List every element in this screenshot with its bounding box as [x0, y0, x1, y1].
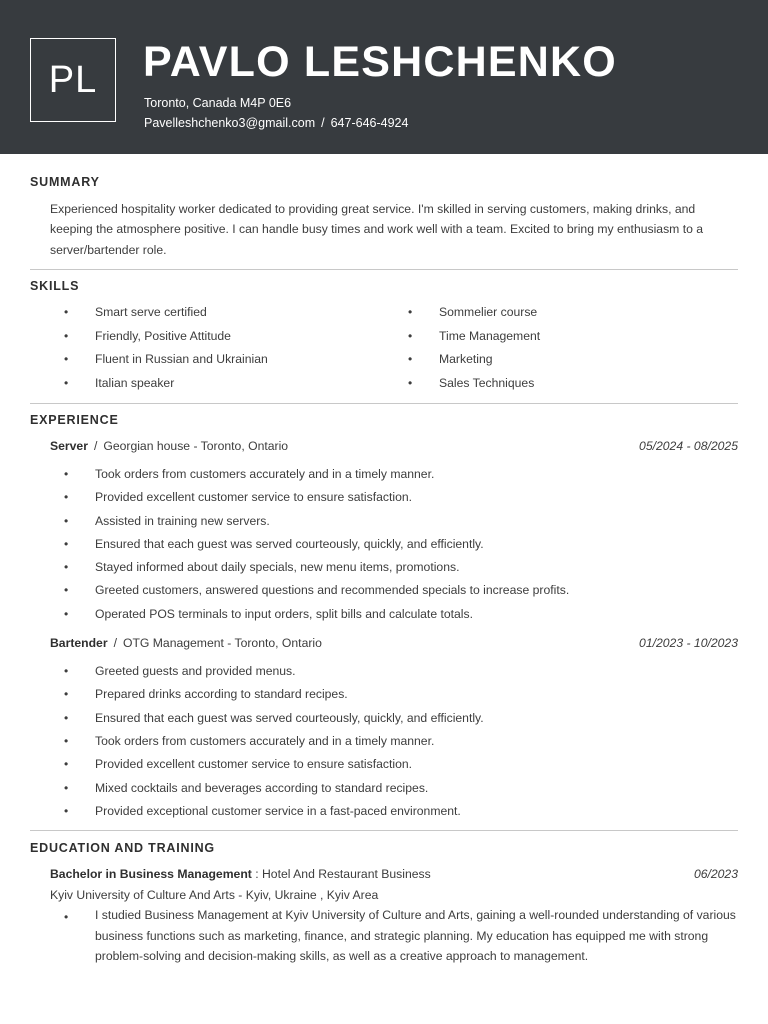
job-employer: OTG Management - Toronto, Ontario — [122, 636, 322, 650]
bullet-icon: • — [64, 537, 69, 551]
email: Pavelleshchenko3@gmail.com — [144, 116, 316, 130]
bullet-icon: • — [64, 305, 69, 319]
skill-item: • Sales Techniques — [408, 376, 535, 390]
list-item: • I studied Business Management at Kyiv University of Culture and Arts, gaining a well-rounded understanding of various business functions such as marketing, finance, and strategic planning. My education has equipped me with strong problem-solving and decision-making skills, as well as a creative approach to management. — [64, 908, 736, 964]
skill-item: • Italian speaker — [64, 376, 175, 390]
education-date: 06/2023 — [693, 867, 738, 881]
job-dates: 01/2023 - 10/2023 — [639, 636, 738, 650]
bullet-icon: • — [64, 583, 69, 597]
list-item: • Provided exceptional customer service in a fast-paced environment. — [64, 804, 461, 818]
list-item: • Ensured that each guest was served courteously, quickly, and efficiently. — [64, 711, 484, 725]
job-heading: Server / Georgian house - Toronto, Ontario — [50, 439, 289, 453]
bullet-icon: • — [408, 305, 413, 319]
section-divider — [30, 830, 738, 831]
section-title-experience: EXPERIENCE — [30, 413, 119, 427]
contact-separator: / — [321, 116, 325, 130]
bullet-icon: • — [64, 329, 69, 343]
bullet-icon: • — [64, 711, 69, 725]
phone: 647-646-4924 — [330, 116, 409, 130]
skill-item: • Smart serve certified — [64, 305, 207, 319]
bullet-icon: • — [64, 607, 69, 621]
bullet-icon: • — [64, 514, 69, 528]
section-title-education: EDUCATION AND TRAINING — [30, 841, 215, 855]
section-title-skills: SKILLS — [30, 279, 80, 293]
skill-item: • Fluent in Russian and Ukrainian — [64, 352, 268, 366]
list-item: • Took orders from customers accurately and in a timely manner. — [64, 734, 435, 748]
bullet-icon: • — [64, 757, 69, 771]
bullet-icon: • — [408, 352, 413, 366]
candidate-name: PAVLO LESHCHENKO — [143, 38, 617, 86]
education-heading: Bachelor in Business Management : Hotel And Restaurant Business — [50, 867, 431, 881]
list-item: • Greeted customers, answered questions and recommended specials to increase profits. — [64, 583, 570, 597]
list-item: • Mixed cocktails and beverages according to standard recipes. — [64, 781, 429, 795]
list-item: • Provided excellent customer service to ensure satisfaction. — [64, 757, 413, 771]
institution: Kyiv University of Culture And Arts - Kyiv, Ukraine , Kyiv Area — [50, 888, 379, 902]
list-item: • Greeted guests and provided menus. — [64, 664, 296, 678]
initials-monogram: PL — [30, 38, 116, 122]
bullet-icon: • — [64, 781, 69, 795]
job-dates: 05/2024 - 08/2025 — [639, 439, 738, 453]
summary-text: Experienced hospitality worker dedicated to providing great service. I'm skilled in serving customers, making drinks, and keeping the atmosphere positive. I can handle busy times and work well with a team. Excited to bring my enthusiasm to a server/bartender role. — [50, 202, 704, 257]
skill-item: • Friendly, Positive Attitude — [64, 329, 231, 343]
list-item: • Ensured that each guest was served courteously, quickly, and efficiently. — [64, 537, 484, 551]
list-item: • Assisted in training new servers. — [64, 514, 270, 528]
contact-line — [144, 115, 408, 131]
bullet-icon: • — [64, 376, 69, 390]
bullet-icon: • — [64, 467, 69, 481]
resume-header — [0, 0, 768, 154]
bullet-icon: • — [408, 329, 413, 343]
bullet-icon: • — [64, 734, 69, 748]
degree: Bachelor in Business Management — [50, 867, 252, 881]
skill-item: • Time Management — [408, 329, 541, 343]
job-role: Bartender — [50, 636, 108, 650]
skill-item: • Sommelier course — [408, 305, 538, 319]
bullet-icon: • — [64, 664, 69, 678]
bullet-icon: • — [64, 352, 69, 366]
bullet-icon: • — [64, 687, 69, 701]
field-of-study: Hotel And Restaurant Business — [262, 867, 431, 881]
job-heading: Bartender / OTG Management - Toronto, Ontario — [50, 636, 322, 650]
list-item: • Prepared drinks according to standard recipes. — [64, 687, 348, 701]
section-divider — [30, 403, 738, 404]
bullet-icon: • — [64, 804, 69, 818]
list-item: • Stayed informed about daily specials, new menu items, promotions. — [64, 560, 460, 574]
section-title-summary: SUMMARY — [30, 175, 100, 189]
list-item: • Provided excellent customer service to ensure satisfaction. — [64, 490, 413, 504]
job-employer: Georgian house - Toronto, Ontario — [103, 439, 289, 453]
job-role: Server — [50, 439, 88, 453]
skill-item: • Marketing — [408, 352, 493, 366]
bullet-icon: • — [64, 490, 69, 504]
list-item: • Took orders from customers accurately and in a timely manner. — [64, 467, 435, 481]
address: Toronto, Canada M4P 0E6 — [144, 96, 292, 110]
bullet-icon: • — [64, 560, 69, 574]
list-item: • Operated POS terminals to input orders, split bills and calculate totals. — [64, 607, 473, 621]
section-divider — [30, 269, 738, 270]
bullet-icon: • — [64, 910, 69, 924]
bullet-icon: • — [408, 376, 413, 390]
